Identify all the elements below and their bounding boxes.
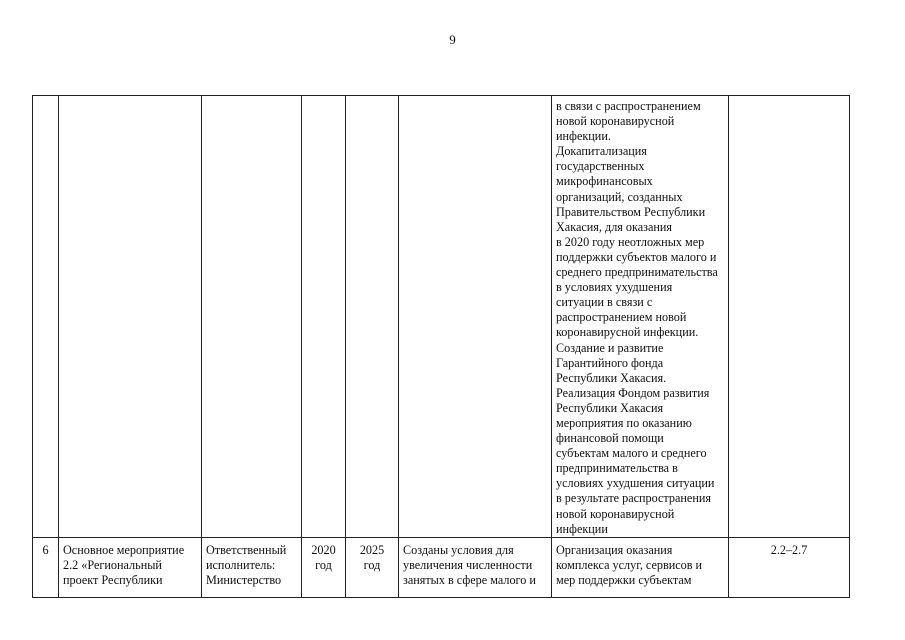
cell-executor	[202, 96, 302, 538]
cell-number	[33, 96, 59, 538]
text-line: год	[363, 557, 381, 572]
text-line: Основное мероприятие	[63, 542, 185, 557]
text-line: 2020	[311, 542, 336, 557]
text-line: Правительством Республики	[556, 204, 706, 219]
text-line: предпринимательства в	[556, 461, 678, 476]
text-line: Министерство	[206, 572, 282, 587]
text-line: государственных	[556, 159, 645, 174]
text-line: распространением новой	[556, 310, 687, 325]
text-line: субъектам малого и среднего	[556, 446, 707, 461]
text-line: организаций, созданных	[556, 189, 683, 204]
cell-end-year	[346, 96, 399, 538]
cell-expected-result	[399, 96, 552, 538]
text-line: новой коронавирусной	[556, 506, 675, 521]
cell-end-year	[346, 537, 399, 597]
cell-start-year	[302, 537, 346, 597]
text-line: Создание и развитие	[556, 340, 664, 355]
text-line: Гарантийного фонда	[556, 355, 664, 370]
text-line: 2025	[359, 542, 385, 557]
cell-measure-name	[59, 96, 202, 538]
text-line: мероприятия по оказанию	[556, 415, 692, 430]
text-line: занятых в сфере малого и	[403, 572, 536, 587]
text-line: Созданы условия для	[403, 542, 514, 557]
text-line: Организация оказания	[556, 542, 673, 557]
text-line: финансовой помощи	[556, 431, 664, 446]
text-line: новой коронавирусной	[556, 114, 675, 129]
text-line: проект Республики	[63, 572, 163, 587]
text-line: Реализация Фондом развития	[556, 385, 710, 400]
text-line: поддержки субъектов малого и	[556, 249, 717, 264]
text-line: микрофинансовых	[556, 174, 653, 189]
cell-indicators: 2.2–2.7	[729, 537, 850, 597]
table-row	[33, 96, 850, 538]
cell-number: 6	[33, 537, 59, 597]
page-number: 9	[449, 32, 456, 47]
cell-main-activities	[552, 537, 729, 597]
cell-expected-result	[399, 537, 552, 597]
text-line: исполнитель:	[206, 557, 276, 572]
text-line: увеличения численности	[403, 557, 533, 572]
text-line: ситуации в связи с	[556, 295, 653, 310]
text-line: мер поддержки субъектам	[556, 572, 692, 587]
text-line: Республики Хакасия.	[556, 370, 667, 385]
cell-indicators	[729, 96, 850, 538]
text-line: Докапитализация	[556, 144, 647, 159]
text-line: инфекции.	[556, 129, 611, 144]
text-line: условиях ухудшения ситуации	[556, 476, 715, 491]
cell-measure-name	[59, 537, 202, 597]
text-line: в условиях ухудшения	[556, 280, 673, 295]
cell-executor	[202, 537, 302, 597]
text-line: Республики Хакасия	[556, 400, 664, 415]
cell-start-year	[302, 96, 346, 538]
text-line: 2.2 «Региональный	[63, 557, 162, 572]
cell-main-activities	[552, 96, 729, 538]
text-line: комплекса услуг, сервисов и	[556, 557, 703, 572]
program-measures-table	[32, 95, 850, 598]
text-line: Хакасия, для оказания	[556, 219, 673, 234]
text-line: инфекции	[556, 521, 608, 536]
text-line: среднего предпринимательства	[556, 265, 718, 280]
text-line: в связи с распространением	[556, 99, 701, 113]
text-line: год	[315, 557, 332, 572]
table-row	[33, 537, 850, 597]
text-line: коронавирусной инфекции.	[556, 325, 699, 340]
text-line: в 2020 году неотложных мер	[556, 234, 705, 249]
text-line: в результате распространения	[556, 491, 711, 506]
text-line: Ответственный	[206, 542, 287, 557]
